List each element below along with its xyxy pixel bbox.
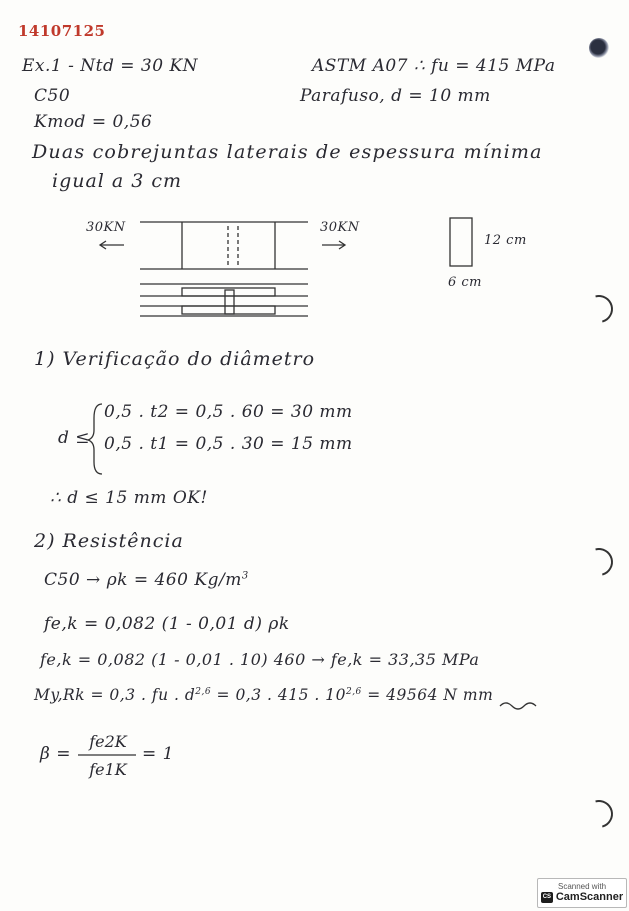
date: 14107125	[18, 22, 106, 40]
camscanner-brand-row	[538, 891, 626, 903]
diameter-equation-2: 0,5 . t1 = 0,5 . 30 = 15 mm	[104, 434, 353, 454]
density-line	[44, 570, 249, 590]
camscanner-watermark	[537, 878, 627, 908]
statement-line-2: igual a 3 cm	[52, 170, 183, 192]
beta-value: = 1	[142, 744, 174, 764]
myrk-text-a: My,Rk = 0,3 . fu . d	[34, 686, 196, 704]
section-height-label: 12 cm	[484, 233, 527, 248]
section-2-title: 2) Resistência	[34, 530, 184, 552]
bolt-diameter: Parafuso, d = 10 mm	[300, 86, 491, 106]
section-1-title: 1) Verificação do diâmetro	[34, 348, 316, 370]
density-exponent: 3	[241, 570, 249, 582]
diameter-condition-label: d ≤	[58, 428, 91, 448]
exercise-title: Ex.1 - Ntd = 30 KN	[22, 56, 199, 76]
myrk-exponent-1: 2,6	[195, 686, 212, 697]
section-width-label: 6 cm	[448, 275, 483, 290]
scanned-with-label: Scanned with	[557, 882, 607, 891]
concrete-class: C50	[34, 86, 71, 106]
fek-formula: fe,k = 0,082 (1 - 0,01 d) ρk	[44, 614, 290, 634]
myrk-text-c: = 49564 N mm	[367, 686, 494, 704]
beta-label: β =	[40, 744, 71, 764]
beta-denominator: fe1K	[89, 760, 127, 779]
steel-spec: ASTM A07 ∴ fu = 415 MPa	[312, 56, 556, 76]
myrk-text-b: = 0,3 . 415 . 10	[216, 686, 346, 704]
camscanner-brand: CamScanner	[555, 891, 624, 903]
density-text: C50 → ρk = 460 Kg/m	[44, 570, 242, 590]
fek-calculation: fe,k = 0,082 (1 - 0,01 . 10) 460 → fe,k = 33,35 MPa	[40, 650, 480, 669]
camscanner-logo-icon: CS	[541, 892, 553, 903]
force-left-label: 30KN	[86, 220, 126, 235]
statement-line-1: Duas cobrejuntas laterais de espessura mínima	[32, 141, 543, 163]
diameter-equation-1: 0,5 . t2 = 0,5 . 60 = 30 mm	[104, 402, 353, 422]
myrk-line	[34, 686, 493, 704]
beta-numerator: fe2K	[89, 732, 127, 751]
kmod-value: Kmod = 0,56	[34, 112, 153, 132]
force-right-label: 30KN	[320, 220, 360, 235]
myrk-exponent-2: 2,6	[345, 686, 362, 697]
diameter-result: ∴ d ≤ 15 mm OK!	[50, 488, 208, 508]
